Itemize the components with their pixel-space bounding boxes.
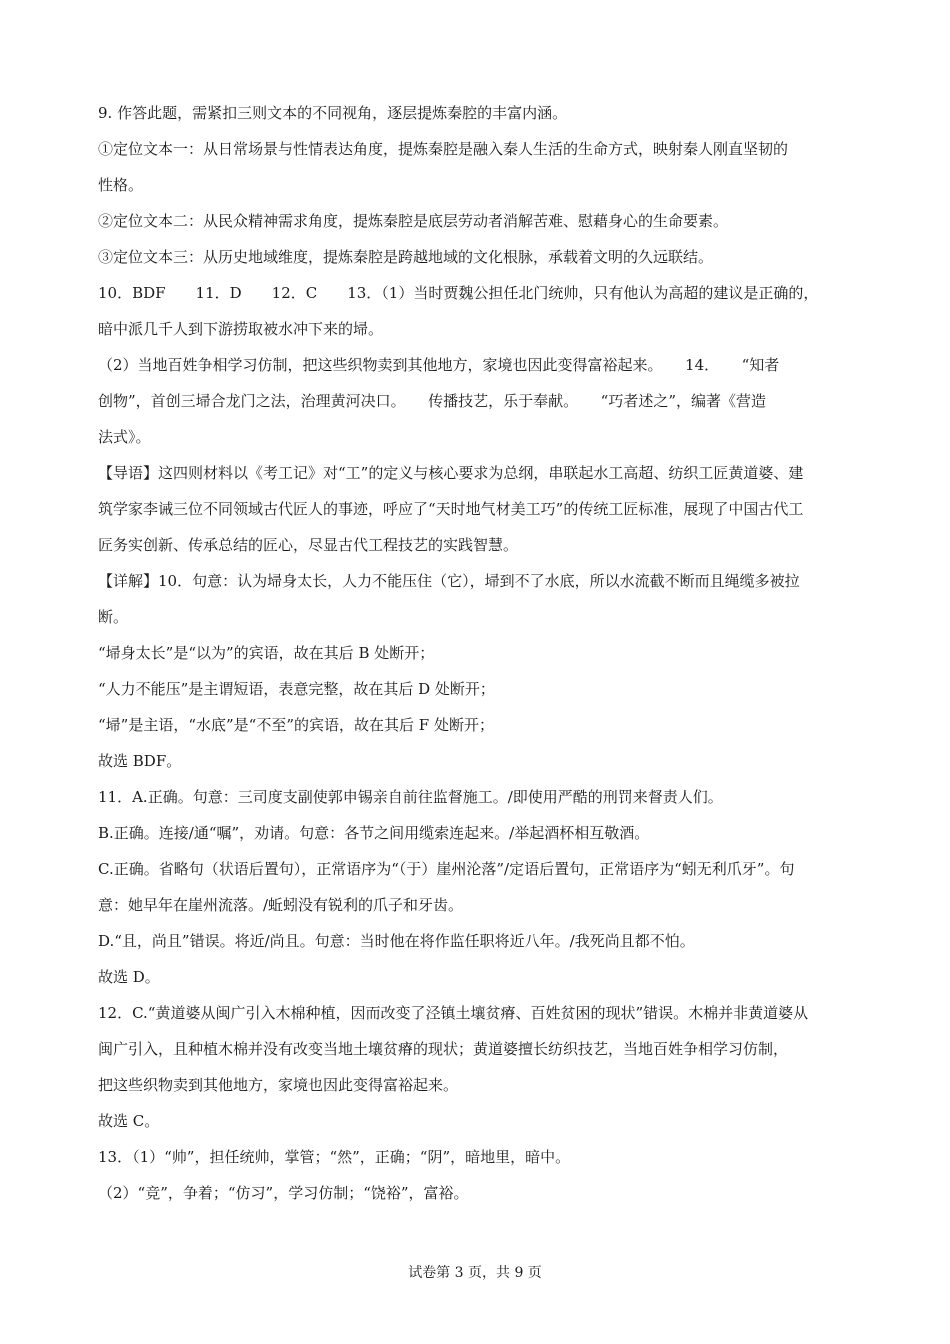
- text-line: C.正确。省略句（状语后置句），正常语序为“（于）崖州沦落”/定语后置句，正常语序为“蚓无利爪牙”。句: [98, 860, 795, 878]
- text-line: “人力不能压”是主谓短语，表意完整，故在其后 D 处断开；: [98, 680, 495, 698]
- text-line: 闽广引入，且种植木棉并没有改变当地土壤贫瘠的现状；黄道婆擅长纺织技艺，当地百姓争相学习仿制，: [98, 1040, 789, 1058]
- text-line: （2）“竞”，争着；“仿习”，学习仿制；“饶裕”，富裕。: [98, 1184, 469, 1202]
- text-line: 12．C.“黄道婆从闽广引入木棉种植，因而改变了泾镇土壤贫瘠、百姓贫困的现状”错误。木棉并非黄道婆从: [98, 1004, 809, 1022]
- text-line: 9. 作答此题，需紧扣三则文本的不同视角，逐层提炼秦腔的丰富内涵。: [98, 104, 568, 122]
- page-footer: 试卷第 3 页，共 9 页: [408, 1265, 542, 1281]
- text-line: 暗中派几千人到下游捞取被水冲下来的埽。: [98, 320, 384, 338]
- text-line: 意：她早年在崖州流落。/蚯蚓没有锐利的爪子和牙齿。: [98, 896, 464, 914]
- text-line: 13．（1）“帅”，担任统帅，掌管；“然”，正确；“阴”，暗地里，暗中。: [98, 1148, 571, 1166]
- text-line: “埽”是主语，“水底”是“不至”的宾语，故在其后 F 处断开；: [98, 716, 494, 734]
- text-line: D.“且，尚且”错误。将近/尚且。句意：当时他在将作监任职将近八年。/我死尚且都不怕。: [98, 932, 695, 950]
- text-line: 创物”，首创三埽合龙门之法，治理黄河决口。 传播技艺，乐于奉献。 “巧者述之”，编著《营造: [98, 392, 767, 410]
- text-line: 故选 C。: [98, 1112, 160, 1130]
- text-line: 筑学家李诫三位不同领域古代匠人的事迹，呼应了“天时地气材美工巧”的传统工匠标准，展现了中国古代工: [98, 500, 804, 518]
- text-line: ③定位文本三：从历史地域维度，提炼秦腔是跨越地域的文化根脉，承载着文明的久远联结。: [98, 248, 714, 266]
- text-line: 把这些织物卖到其他地方，家境也因此变得富裕起来。: [98, 1076, 459, 1094]
- text-line: 10．BDF 11．D 12．C 13．（1）当时贾魏公担任北门统帅，只有他认为高超的建议是正确的，: [98, 284, 819, 302]
- text-line: ②定位文本二：从民众精神需求角度，提炼秦腔是底层劳动者消解苦难、慰藉身心的生命要素。: [98, 212, 729, 230]
- text-line: ①定位文本一：从日常场景与性情表达角度，提炼秦腔是融入秦人生活的生命方式，映射秦人刚直坚韧的: [98, 140, 789, 158]
- text-line: 【详解】10．句意：认为埽身太长，人力不能压住（它），埽到不了水底，所以水流截不断而且绳缆多被拉: [98, 572, 800, 590]
- text-line: 故选 BDF。: [98, 752, 182, 770]
- answer-text: [98, 95, 854, 1211]
- text-line: B.正确。连接/通“嘱”，劝请。句意：各节之间用缆索连起来。/举起酒杯相互敬酒。: [98, 824, 650, 842]
- text-line: 11．A.正确。句意：三司度支副使郭申锡亲自前往监督施工。/即使用严酷的刑罚来督责人们。: [98, 788, 723, 806]
- text-line: “埽身太长”是“以为”的宾语，故在其后 B 处断开；: [98, 644, 435, 662]
- text-line: 匠务实创新、传承总结的匠心，尽显古代工程技艺的实践智慧。: [98, 536, 519, 554]
- text-line: 故选 D。: [98, 968, 160, 986]
- text-line: 【导语】这四则材料以《考工记》对“工”的定义与核心要求为总纲，串联起水工高超、纺织工匠黄道婆、建: [98, 464, 804, 482]
- text-line: 性格。: [98, 176, 144, 194]
- text-line: （2）当地百姓争相学习仿制，把这些织物卖到其他地方，家境也因此变得富裕起来。 14． “知者: [98, 356, 780, 374]
- text-line: 法式》。: [98, 428, 151, 446]
- text-line: 断。: [98, 608, 129, 626]
